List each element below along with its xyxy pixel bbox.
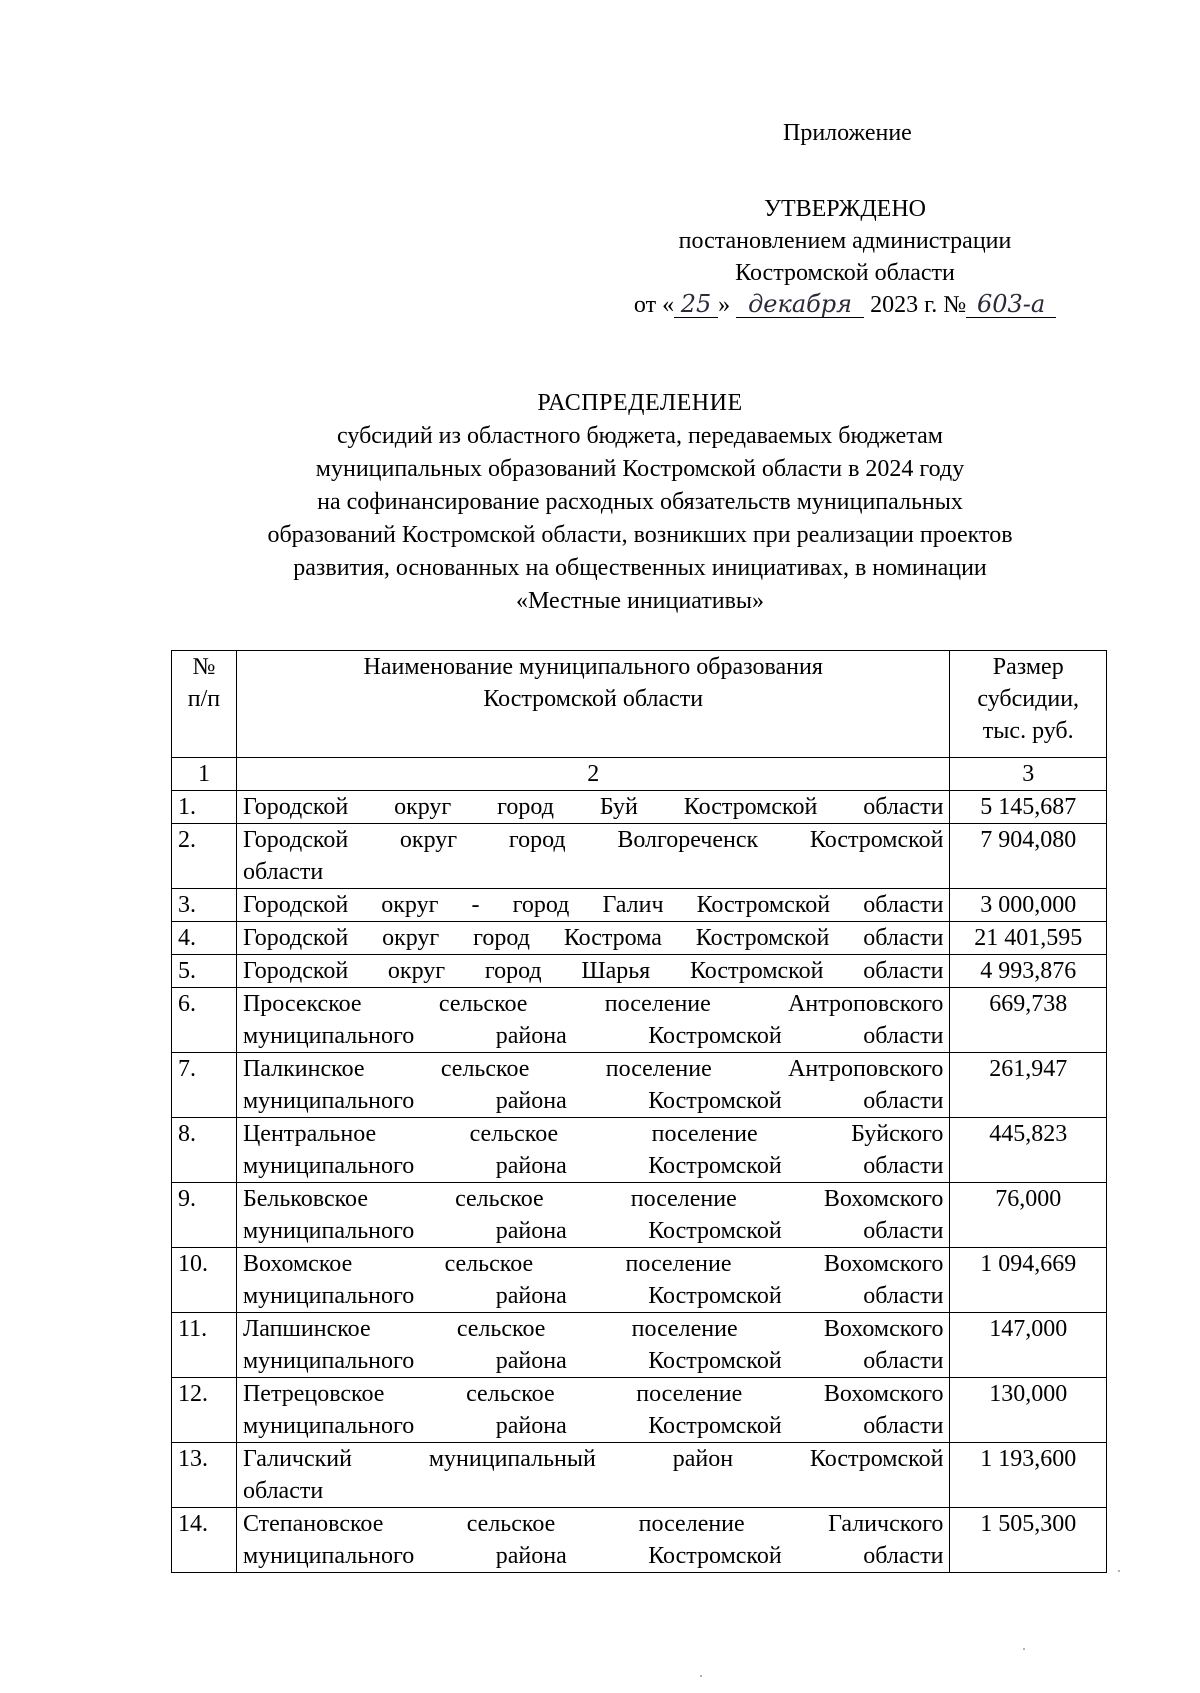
table-row — [172, 922, 1107, 955]
subsidy-amount-cell: 1 193,600 — [950, 1443, 1107, 1508]
municipality-name-line-2: муниципального района Костромской области — [242, 1543, 944, 1569]
municipality-name-line-1: Городской округ - город Галич Костромской области — [242, 892, 944, 918]
subtitle-line-4: образований Костромской области, возникших при реализации проектов — [267, 522, 1013, 548]
subsidy-amount-cell: 7 904,080 — [950, 824, 1107, 889]
column-number-cell: 3 — [950, 758, 1107, 791]
municipality-name-line-1: Бельковское сельское поселение Вохомского — [242, 1186, 944, 1212]
header-value-line-3: тыс. руб. — [982, 718, 1074, 744]
municipality-name-line-1: Центральное сельское поселение Буйского — [242, 1121, 944, 1147]
subsidy-amount-cell: 1 505,300 — [950, 1508, 1107, 1573]
approved-by-line-2: Костромской области — [735, 260, 955, 286]
column-number-cell: 1 — [172, 758, 237, 791]
header-number-cell — [172, 651, 237, 758]
scan-speck — [1023, 1648, 1025, 1650]
table-row — [172, 1508, 1107, 1573]
subsidy-amount-cell: 21 401,595 — [950, 922, 1107, 955]
subsidy-amount-cell: 669,738 — [950, 988, 1107, 1053]
approved-label: УТВЕРЖДЕНО — [763, 196, 927, 222]
subsidy-amount-cell: 5 145,687 — [950, 791, 1107, 824]
row-number-cell: 13. — [172, 1443, 237, 1508]
header-name-line-2: Костромской области — [483, 686, 704, 712]
scan-speck — [700, 1675, 702, 1677]
table-row — [172, 988, 1107, 1053]
municipality-name-cell — [236, 1248, 949, 1313]
municipality-name-line-2: муниципального района Костромской области — [242, 1283, 944, 1309]
subsidy-amount-cell: 1 094,669 — [950, 1248, 1107, 1313]
subtitle-line-3: на софинансирование расходных обязательств муниципальных — [317, 489, 963, 515]
table-row — [172, 791, 1107, 824]
municipality-name-cell — [236, 1118, 949, 1183]
subtitle-line-5: развития, основанных на общественных инициативах, в номинации — [293, 555, 987, 581]
date-mid: » — [718, 292, 731, 318]
row-number-cell: 14. — [172, 1508, 237, 1573]
municipality-name-line-2: муниципального района Костромской области — [242, 1153, 944, 1179]
municipality-name-line-1: Городской округ город Волгореченск Костромской — [242, 827, 944, 853]
resolution-date-line — [600, 289, 1090, 321]
municipality-name-line-2: муниципального района Костромской области — [242, 1348, 944, 1374]
municipality-name-line-1: Палкинское сельское поселение Антроповского — [242, 1056, 944, 1082]
handwritten-number: 603-а — [966, 291, 1056, 318]
municipality-name-cell — [236, 988, 949, 1053]
header-number-line-2: п/п — [187, 686, 221, 712]
municipality-name-cell — [236, 889, 949, 922]
table-row — [172, 1118, 1107, 1183]
row-number-cell: 6. — [172, 988, 237, 1053]
row-number-cell: 2. — [172, 824, 237, 889]
municipality-name-line-1: Городской округ город Буй Костромской области — [242, 794, 944, 820]
municipality-name-cell — [236, 1378, 949, 1443]
handwritten-month: декабря — [736, 291, 864, 318]
row-number-cell: 12. — [172, 1378, 237, 1443]
subtitle-line-1: субсидий из областного бюджета, передаваемых бюджетам — [337, 423, 943, 449]
header-value-cell — [950, 651, 1107, 758]
approval-block — [600, 193, 1090, 321]
subsidy-amount-cell: 147,000 — [950, 1313, 1107, 1378]
row-number-cell: 3. — [172, 889, 237, 922]
row-number-cell: 11. — [172, 1313, 237, 1378]
municipality-name-line-1: Городской округ город Кострома Костромской области — [242, 925, 944, 951]
document-title: РАСПРЕДЕЛЕНИЕ — [537, 390, 743, 416]
table-row — [172, 1378, 1107, 1443]
approved-by-line-1: постановлением администрации — [678, 228, 1012, 254]
municipality-name-line-1: Городской округ город Шарья Костромской области — [242, 958, 944, 984]
table-row — [172, 1443, 1107, 1508]
scan-speck — [1118, 1570, 1120, 1572]
municipality-name-cell — [236, 1313, 949, 1378]
municipality-name-cell — [236, 1053, 949, 1118]
table-row — [172, 955, 1107, 988]
row-number-cell: 9. — [172, 1183, 237, 1248]
table-row — [172, 889, 1107, 922]
header-value-line-2: субсидии, — [977, 686, 1080, 712]
subsidy-amount-cell: 445,823 — [950, 1118, 1107, 1183]
row-number-cell: 10. — [172, 1248, 237, 1313]
subsidy-amount-cell: 130,000 — [950, 1378, 1107, 1443]
header-name-line-1: Наименование муниципального образования — [363, 654, 823, 680]
date-prefix: от « — [633, 292, 675, 318]
row-number-cell: 4. — [172, 922, 237, 955]
row-number-cell: 1. — [172, 791, 237, 824]
subtitle-line-6: «Местные инициативы» — [515, 588, 765, 614]
municipality-name-line-1: Лапшинское сельское поселение Вохомского — [242, 1316, 944, 1342]
subsidy-amount-cell: 4 993,876 — [950, 955, 1107, 988]
municipality-name-line-1: Просекское сельское поселение Антроповского — [242, 991, 944, 1017]
subsidy-amount-cell: 261,947 — [950, 1053, 1107, 1118]
municipality-name-line-2: муниципального района Костромской области — [242, 1218, 944, 1244]
municipality-name-line-2: муниципального района Костромской области — [242, 1088, 944, 1114]
municipality-name-line-2: муниципального района Костромской области — [242, 1023, 944, 1049]
column-number-cell: 2 — [236, 758, 949, 791]
date-year: 2023 г. № — [870, 292, 967, 318]
column-number-row — [172, 758, 1107, 791]
municipality-name-cell — [236, 955, 949, 988]
municipality-name-cell — [236, 824, 949, 889]
document-title-block — [90, 387, 1190, 618]
table-row — [172, 1183, 1107, 1248]
subsidy-amount-cell: 3 000,000 — [950, 889, 1107, 922]
appendix-label: Приложение — [783, 120, 912, 146]
subsidy-amount-cell: 76,000 — [950, 1183, 1107, 1248]
municipality-name-cell — [236, 1508, 949, 1573]
municipality-name-cell — [236, 922, 949, 955]
municipality-name-line-1: Степановское сельское поселение Галичского — [242, 1511, 944, 1537]
header-value-line-1: Размер — [992, 654, 1064, 680]
handwritten-day: 25 — [674, 291, 718, 318]
municipality-name-cell — [236, 791, 949, 824]
municipality-name-line-2: муниципального района Костромской области — [242, 1413, 944, 1439]
municipality-name-line-1: Галичский муниципальный район Костромской — [242, 1446, 944, 1472]
municipality-name-line-2: области — [242, 1478, 324, 1504]
row-number-cell: 7. — [172, 1053, 237, 1118]
municipality-name-line-2: области — [242, 859, 324, 885]
municipality-name-line-1: Вохомское сельское поселение Вохомского — [242, 1251, 944, 1277]
table-row — [172, 1248, 1107, 1313]
header-number-line-1: № — [192, 654, 216, 680]
row-number-cell: 8. — [172, 1118, 237, 1183]
municipality-name-cell — [236, 1443, 949, 1508]
distribution-table — [171, 650, 1107, 1573]
municipality-name-line-1: Петрецовское сельское поселение Вохомского — [242, 1381, 944, 1407]
table-row — [172, 824, 1107, 889]
subtitle-line-2: муниципальных образований Костромской области в 2024 году — [315, 456, 965, 482]
table-row — [172, 1313, 1107, 1378]
table-header-row — [172, 651, 1107, 758]
municipality-name-cell — [236, 1183, 949, 1248]
header-name-cell — [236, 651, 949, 758]
table-row — [172, 1053, 1107, 1118]
row-number-cell: 5. — [172, 955, 237, 988]
